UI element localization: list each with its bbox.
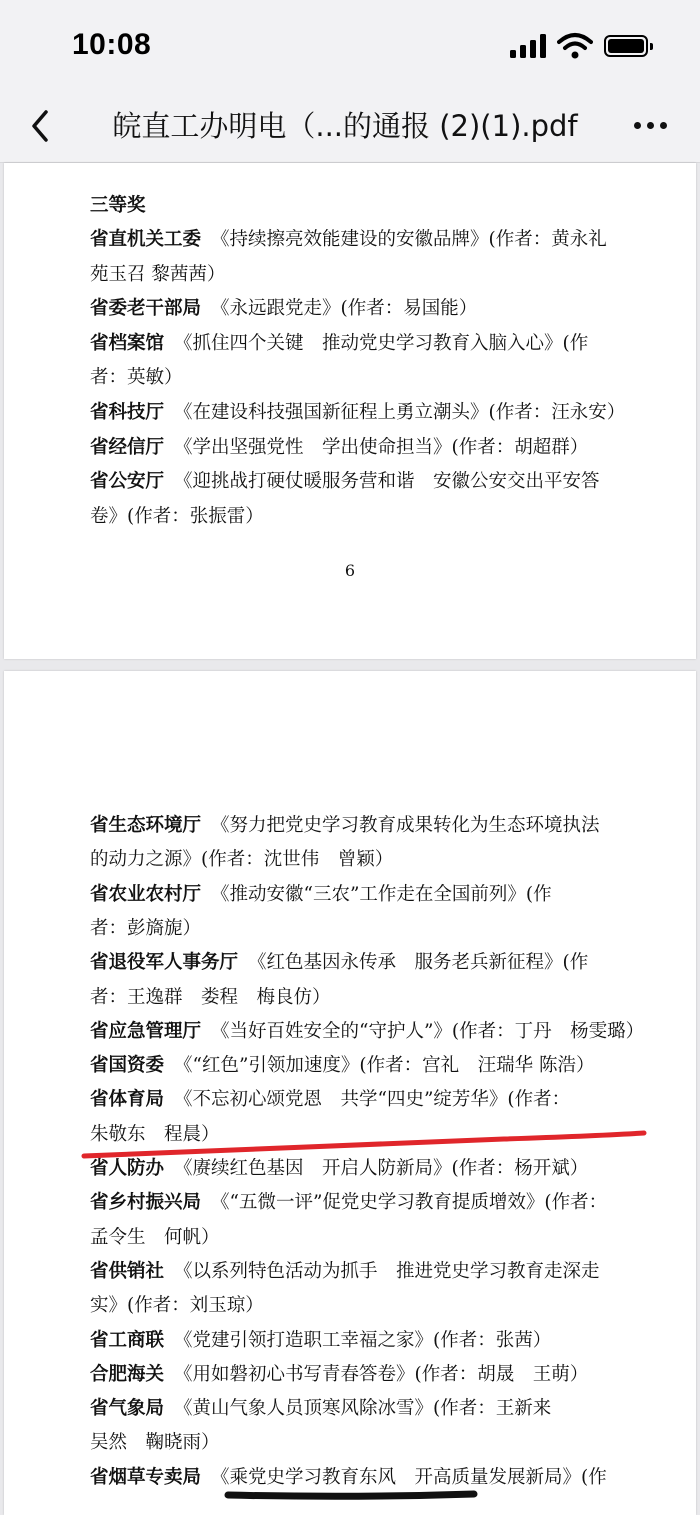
entry-text: 《当好百姓安全的“守护人”》(作者：丁丹 杨雯璐） <box>211 1020 645 1042</box>
pdf-page-7 <box>4 671 696 1515</box>
text-line <box>90 1360 588 1390</box>
organization-name: 省退役军人事务厅 <box>90 952 239 974</box>
organization-name: 省公安厅 <box>90 471 165 493</box>
organization-name: 省档案馆 <box>90 332 165 354</box>
entry-text: 《用如磐初心书写青春答卷》(作者：胡晟 王萌） <box>174 1363 589 1385</box>
text-line <box>90 1120 220 1150</box>
organization-name: 省气象局 <box>90 1398 165 1420</box>
entry-text: 苑玉召 黎茜茜） <box>90 263 226 285</box>
organization-name: 省烟草专卖局 <box>90 1466 202 1488</box>
organization-name: 省供销社 <box>90 1260 165 1282</box>
entry-text: 《永远跟党走》(作者：易国能） <box>211 298 478 320</box>
entry-text: 者：英敏） <box>90 367 183 389</box>
battery-icon <box>604 35 648 57</box>
text-line <box>90 914 201 944</box>
entry-text: 《在建设科技强国新征程上勇立潮头》(作者：汪永安） <box>174 402 626 423</box>
cellular-signal-icon <box>510 34 548 58</box>
entry-text: 实》(作者：刘玉琼） <box>90 1295 264 1317</box>
text-line <box>90 260 225 290</box>
text-line <box>90 1463 607 1493</box>
back-chevron-icon[interactable] <box>26 106 56 146</box>
text-line <box>90 225 607 255</box>
organization-name: 省工商联 <box>90 1329 165 1351</box>
text-line <box>90 398 625 428</box>
entry-text: 《不忘初心颂党恩 共学“四史”绽芳华》(作者： <box>174 1089 571 1111</box>
entry-text: 朱敬东 程晨） <box>90 1123 220 1145</box>
entry-text: 《党建引领打造职工幸福之家》(作者：张茜） <box>174 1329 552 1351</box>
organization-name: 省农业农村厅 <box>90 883 202 905</box>
organization-name: 省经信厅 <box>90 436 165 458</box>
status-time: 10:08 <box>72 28 152 61</box>
entry-text: 《抓住四个关键 推动党史学习教育入脑入心》(作 <box>174 332 589 354</box>
award-heading: 三等奖 <box>90 195 146 216</box>
text-line <box>90 845 393 875</box>
organization-name: 省国资委 <box>90 1055 165 1077</box>
entry-text: 《黄山气象人员顶寒风除冰雪》(作者：王新来 <box>174 1398 552 1420</box>
organization-name: 省委老干部局 <box>90 298 202 320</box>
organization-name: 省乡村振兴局 <box>90 1192 202 1214</box>
entry-text: 者：彭旖旎） <box>90 917 202 939</box>
status-bar <box>0 0 700 92</box>
entry-text: 孟令生 何帆） <box>90 1226 220 1248</box>
text-line <box>90 811 600 841</box>
entry-text: 《努力把党史学习教育成果转化为生态环境执法 <box>211 815 600 836</box>
pdf-page-6 <box>4 163 696 659</box>
entry-text: 《赓续红色基因 开启人防新局》(作者：杨开斌） <box>174 1158 589 1179</box>
more-options-icon[interactable] <box>630 110 670 140</box>
text-line <box>90 1291 264 1321</box>
text-line <box>90 983 331 1013</box>
entry-text: 的动力之源》(作者：沈世伟 曾颖） <box>90 849 394 871</box>
organization-name: 省人防办 <box>90 1158 165 1179</box>
organization-name: 省生态环境厅 <box>90 815 202 836</box>
organization-name: 合肥海关 <box>90 1363 165 1385</box>
entry-text: 《推动安徽“三农”工作走在全国前列》(作 <box>211 883 552 905</box>
text-line <box>90 1017 644 1047</box>
text-line <box>90 329 588 359</box>
organization-name: 省直机关工委 <box>90 229 202 250</box>
text-line <box>90 1428 220 1458</box>
entry-text: 《“红色”引领加速度》(作者：宫礼 汪瑞华 陈浩） <box>174 1055 595 1077</box>
entry-text: 卷》(作者：张振雷） <box>90 505 264 527</box>
entry-text: 者：王逸群 娄程 梅良仿） <box>90 986 331 1008</box>
entry-text: 《红色基因永传承 服务老兵新征程》(作 <box>248 952 589 974</box>
text-line <box>90 1154 588 1184</box>
entry-text: 《以系列特色活动为抓手 推进党史学习教育走深走 <box>174 1260 600 1282</box>
document-title: 皖直工办明电（...的通报 (2)(1).pdf <box>112 109 578 143</box>
entry-text: 《学出坚强党性 学出使命担当》(作者：胡超群） <box>174 436 589 458</box>
organization-name: 省体育局 <box>90 1089 165 1111</box>
text-line <box>90 294 477 324</box>
text-line <box>90 1223 220 1253</box>
organization-name: 省应急管理厅 <box>90 1020 202 1042</box>
text-line <box>90 1085 570 1115</box>
wifi-icon <box>557 32 593 60</box>
text-line <box>90 1188 607 1218</box>
page-number: 6 <box>344 561 356 580</box>
organization-name: 省科技厅 <box>90 402 165 423</box>
text-line <box>90 880 552 910</box>
text-line <box>90 363 183 393</box>
entry-text: 《“五微一评”促党史学习教育提质增效》(作者： <box>211 1192 608 1214</box>
text-line <box>90 1257 600 1287</box>
text-line <box>90 1394 551 1424</box>
text-line <box>90 1326 551 1356</box>
entry-text: 吴然 鞠晓雨） <box>90 1432 220 1454</box>
navigation-bar <box>0 92 700 163</box>
entry-text: 《乘党史学习教育东风 开高质量发展新局》(作 <box>211 1466 607 1488</box>
text-line <box>90 1051 595 1081</box>
text-line <box>90 433 588 463</box>
text-line <box>90 502 264 532</box>
entry-text: 《迎挑战打硬仗暖服务营和谐 安徽公安交出平安答 <box>174 471 600 493</box>
black-underline-mark <box>228 1494 474 1496</box>
entry-text: 《持续擦亮效能建设的安徽品牌》(作者：黄永礼 <box>211 229 607 250</box>
text-line <box>90 948 588 978</box>
text-line <box>90 467 600 497</box>
